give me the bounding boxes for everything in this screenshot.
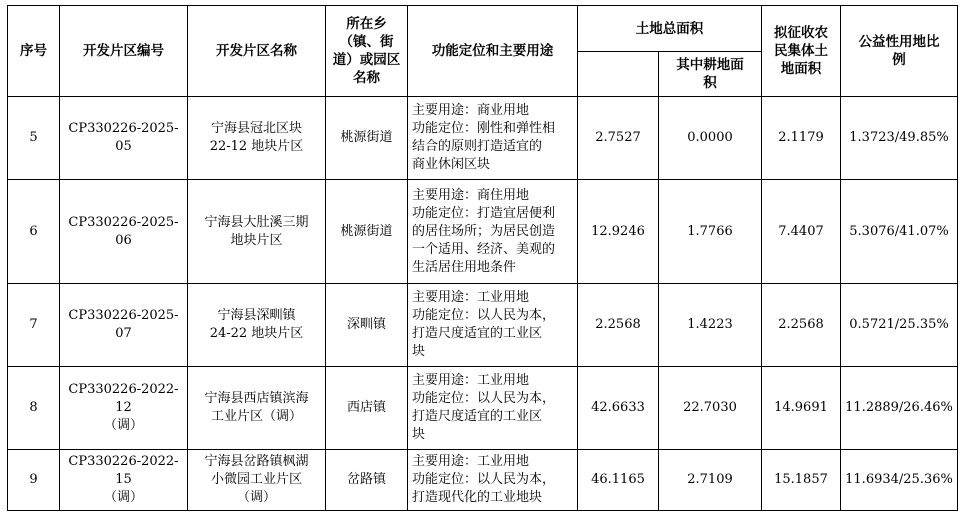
table-row (8, 97, 958, 180)
cell-purpose: 主要用途：工业用地 功能定位：以人民为本， 打造尺度适宜的工业区 块 (408, 367, 578, 450)
cell-farmland: 0.0000 (659, 97, 762, 180)
header-name: 开发片区名称 (188, 6, 326, 97)
header-total-sub (578, 52, 659, 97)
cell-farmland: 1.7766 (659, 180, 762, 284)
header-public-ratio-text: 公益性用地比 例 (858, 34, 940, 68)
cell-purpose: 主要用途：工业用地 功能定位：以人民为本， 打造尺度适宜的工业区 块 (408, 284, 578, 367)
cell-collective: 2.1179 (762, 97, 841, 180)
header-location-text: 所在乡 （镇、街 道）或园区 名称 (332, 16, 401, 86)
table-row (8, 367, 958, 450)
cell-seq: 7 (8, 284, 60, 367)
header-farmland-text: 其中耕地面 积 (676, 57, 744, 91)
cell-ratio: 11.2889/26.46% (841, 367, 958, 450)
cell-purpose: 主要用途：商业用地 功能定位：刚性和弹性相 结合的原则打造适宜的 商业休闲区块 (408, 97, 578, 180)
cell-code: CP330226-2022-15 （调） (60, 450, 188, 511)
cell-seq: 8 (8, 367, 60, 450)
cell-total-area: 46.1165 (578, 450, 659, 511)
cell-purpose: 主要用途：工业用地 功能定位：以人民为本， 打造现代化的工业地块 (408, 450, 578, 511)
cell-seq: 6 (8, 180, 60, 284)
cell-code: CP330226-2022-12 （调） (60, 367, 188, 450)
cell-purpose: 主要用途：商住用地 功能定位：打造宜居便利 的居住场所；为居民创造 一个适用、经济、美观的 生活居住用地条件 (408, 180, 578, 284)
cell-seq: 9 (8, 450, 60, 511)
cell-ratio: 1.3723/49.85% (841, 97, 958, 180)
cell-ratio: 0.5721/25.35% (841, 284, 958, 367)
cell-ratio: 11.6934/25.36% (841, 450, 958, 511)
cell-seq: 5 (8, 97, 60, 180)
cell-total-area: 2.2568 (578, 284, 659, 367)
cell-code: CP330226-2025-07 (60, 284, 188, 367)
development-zone-table (7, 5, 958, 511)
cell-location: 岔路镇 (326, 450, 408, 511)
header-farmland (659, 52, 762, 97)
header-code: 开发片区编号 (60, 6, 188, 97)
cell-total-area: 2.7527 (578, 97, 659, 180)
header-collective (762, 6, 841, 97)
cell-name: 宁海县冠北区块 22-12 地块片区 (188, 97, 326, 180)
cell-total-area: 42.6633 (578, 367, 659, 450)
cell-total-area: 12.9246 (578, 180, 659, 284)
table-header (8, 6, 958, 97)
cell-name: 宁海县大肚溪三期 地块片区 (188, 180, 326, 284)
header-function: 功能定位和主要用途 (408, 6, 578, 97)
cell-name: 宁海县岔路镇枫湖 小微园工业片区 （调） (188, 450, 326, 511)
cell-farmland: 2.7109 (659, 450, 762, 511)
header-public-ratio (841, 6, 958, 97)
table-row (8, 284, 958, 367)
header-collective-text: 拟征收农 民集体土 地面积 (774, 25, 828, 77)
cell-ratio: 5.3076/41.07% (841, 180, 958, 284)
header-total-area: 土地总面积 (578, 6, 762, 52)
header-seq: 序号 (8, 6, 60, 97)
cell-location: 西店镇 (326, 367, 408, 450)
cell-location: 桃源街道 (326, 97, 408, 180)
cell-collective: 2.2568 (762, 284, 841, 367)
cell-farmland: 1.4223 (659, 284, 762, 367)
cell-location: 桃源街道 (326, 180, 408, 284)
cell-name: 宁海县深甽镇 24-22 地块片区 (188, 284, 326, 367)
cell-location: 深甽镇 (326, 284, 408, 367)
header-location (326, 6, 408, 97)
cell-code: CP330226-2025-05 (60, 97, 188, 180)
cell-farmland: 22.7030 (659, 367, 762, 450)
cell-collective: 15.1857 (762, 450, 841, 511)
table-row (8, 450, 958, 511)
table-body (8, 97, 958, 511)
cell-code: CP330226-2025-06 (60, 180, 188, 284)
table-row (8, 180, 958, 284)
cell-collective: 7.4407 (762, 180, 841, 284)
cell-name: 宁海县西店镇滨海 工业片区（调） (188, 367, 326, 450)
cell-collective: 14.9691 (762, 367, 841, 450)
